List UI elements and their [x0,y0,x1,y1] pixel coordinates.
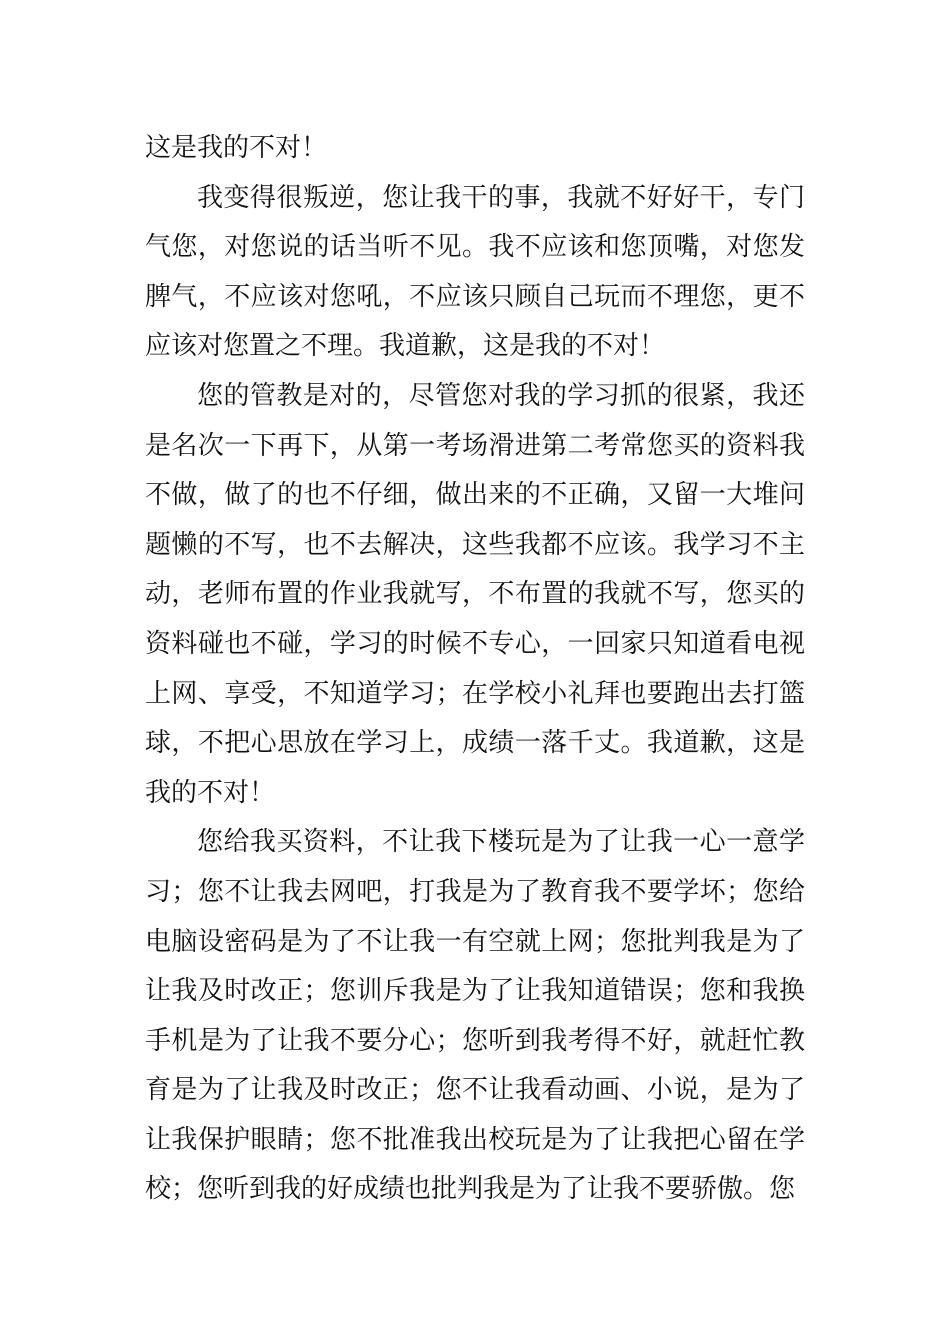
paragraph-rebellion: 我变得很叛逆，您让我干的事，我就不好好干，专门气您，对您说的话当听不见。我不应该和您顶嘴，对您发脾气，不应该对您吼，不应该只顾自己玩而不理您，更不应该对您置之不理。我道歉，这是我的不对！ [145,182,805,362]
document-body [145,124,805,1215]
paragraph-parent-care: 您给我买资料，不让我下楼玩是为了让我一心一意学习；您不让我去网吧，打我是为了教育我不要学坏；您给电脑设密码是为了不让我一有空就上网；您批判我是为了让我及时改正；您训斥我是为了让我知道错误；您和我换手机是为了让我不要分心；您听到我考得不好，就赶忙教育是为了让我及时改正；您不让我看动画、小说，是为了让我保护眼睛；您不批准我出校玩是为了让我把心留在学校；您听到我的好成绩也批判我是为了让我不要骄傲。您 [145,827,805,1205]
paragraph-study: 您的管教是对的，尽管您对我的学习抓的很紧，我还是名次一下再下，从第一考场滑进第二考常您买的资料我不做，做了的也不仔细，做出来的不正确，又留一大堆问题懒的不写，也不去解决，这些我都不应该。我学习不主动，老师布置的作业我就写，不布置的我就不写，您买的资料碰也不碰，学习的时候不专心，一回家只知道看电视上网、享受，不知道学习；在学校小礼拜也要跑出去打篮球，不把心思放在学习上，成绩一落千丈。我道歉，这是我的不对！ [145,380,805,808]
paragraph-continuation: 这是我的不对！ [145,133,328,163]
